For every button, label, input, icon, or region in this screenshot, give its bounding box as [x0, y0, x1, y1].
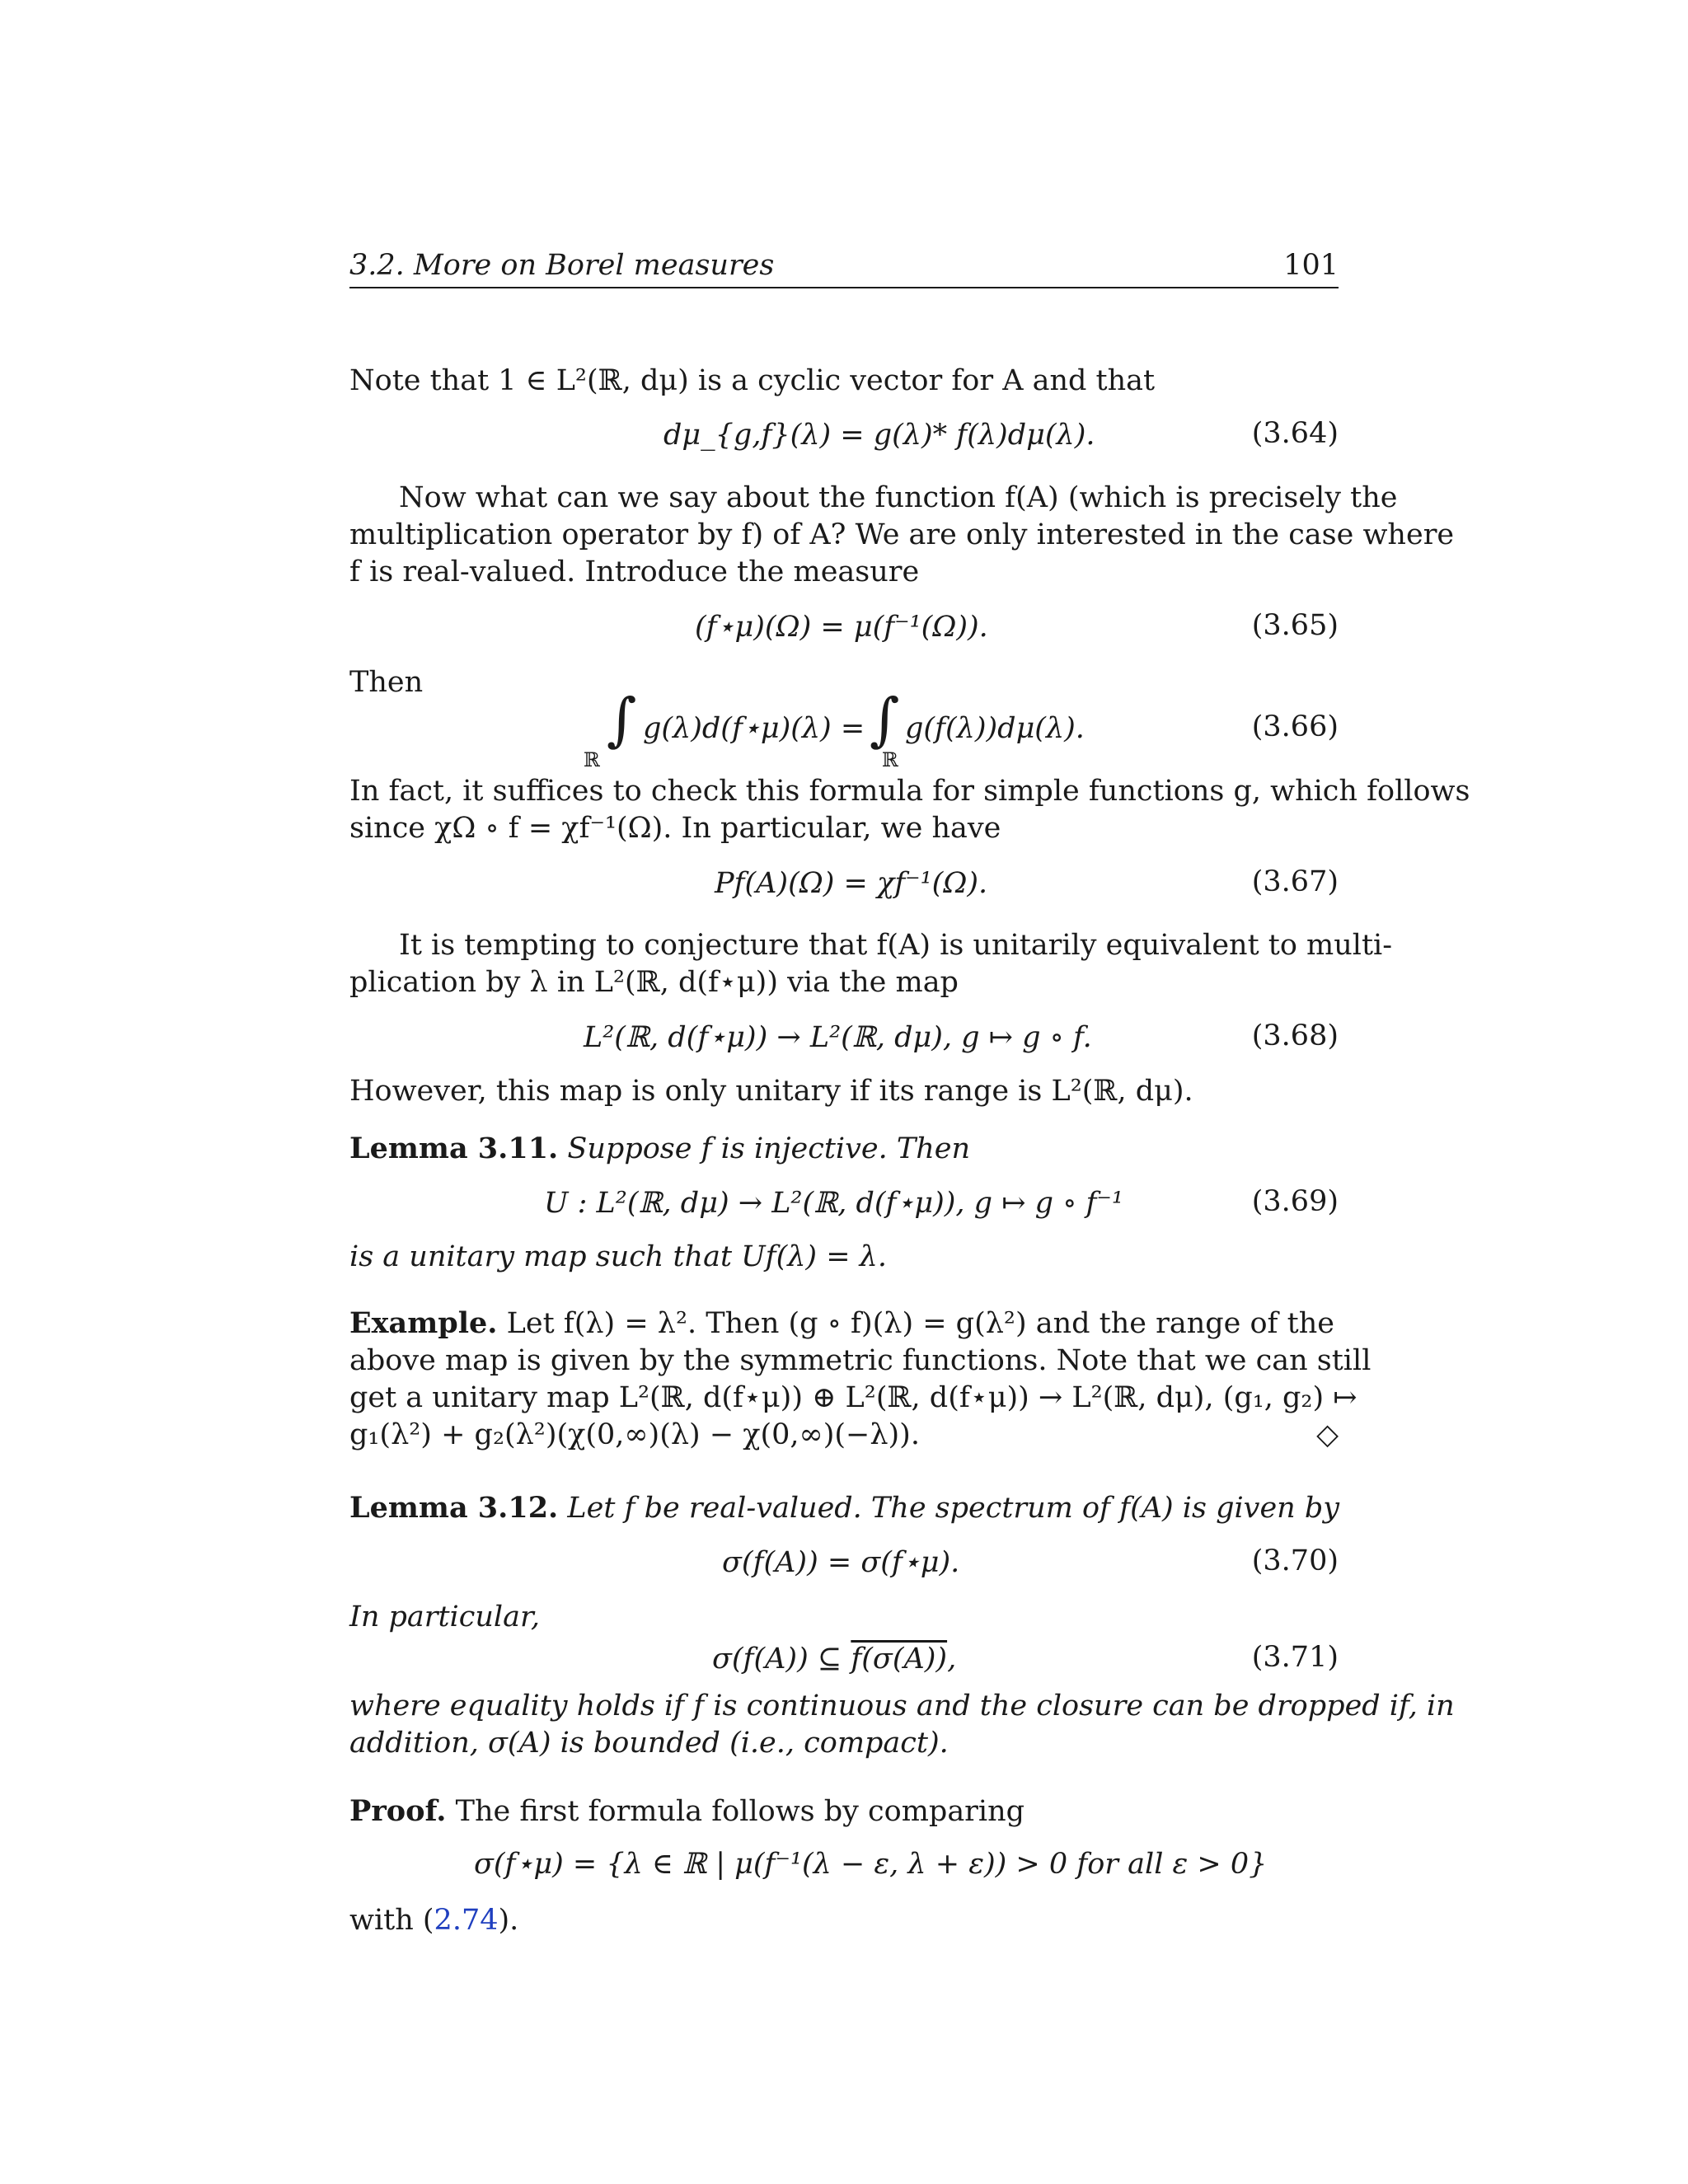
integral-sign-left: ∫	[607, 686, 637, 753]
example-line2: above map is given by the symmetric functions. Note that we can still	[349, 1344, 1372, 1377]
equation-number-3-64: (3.64)	[1251, 417, 1339, 450]
equation-3-66-lhs: g(λ)d(f⋆μ)(λ) =	[643, 712, 865, 745]
example-text-line1: Let f(λ) = λ². Then (g ∘ f)(λ) = g(λ²) and the range of the	[506, 1307, 1334, 1340]
proof	[349, 1793, 1025, 1830]
equation-3-69: U : L²(ℝ, dμ) → L²(ℝ, d(f⋆μ)), g ↦ g ∘ f⁻¹	[544, 1187, 1123, 1220]
paragraph-simple-functions-line2: since χΩ ∘ f = χf⁻¹(Ω). In particular, we have	[349, 812, 1001, 845]
paragraph-equality-line1: where equality holds if f is continuous and the closure can be dropped if, in	[349, 1690, 1455, 1722]
equation-3-67: Pf(A)(Ω) = χf⁻¹(Ω).	[715, 867, 988, 900]
paragraph-simple-functions-line1: In fact, it suffices to check this formula for simple functions g, which follows	[349, 775, 1470, 808]
lemma-3-11-label: Lemma 3.11.	[349, 1132, 559, 1165]
integral-sign-right: ∫	[870, 686, 900, 753]
equation-number-3-66: (3.66)	[1251, 710, 1339, 743]
lemma-3-11-conclusion: is a unitary map such that Uf(λ) = λ.	[349, 1240, 887, 1273]
equation-number-3-69: (3.69)	[1251, 1185, 1339, 1218]
header-rule	[349, 287, 1339, 288]
equation-3-68: L²(ℝ, d(f⋆μ)) → L²(ℝ, dμ), g ↦ g ∘ f.	[584, 1021, 1092, 1054]
lemma-3-11-text: Suppose f is injective. Then	[567, 1132, 970, 1165]
then-text: Then	[349, 666, 424, 699]
paragraph-unitary-range: However, this map is only unitary if its range is L²(ℝ, dμ).	[349, 1075, 1193, 1108]
proof-label: Proof.	[349, 1794, 447, 1828]
equation-number-3-67: (3.67)	[1251, 865, 1339, 898]
lemma-3-11	[349, 1131, 970, 1167]
proof-text: The first formula follows by comparing	[455, 1795, 1025, 1828]
example-end-diamond: ◇	[1316, 1418, 1339, 1451]
integral-domain-right: ℝ	[882, 748, 898, 771]
paragraph-function-line2: multiplication operator by f) of A? We are only interested in the case where	[349, 518, 1455, 551]
paragraph-cyclic-vector: Note that 1 ∈ L²(ℝ, dμ) is a cyclic vector for A and that	[349, 364, 1156, 397]
example-line3: get a unitary map L²(ℝ, d(f⋆μ)) ⊕ L²(ℝ, d(f⋆μ)) → L²(ℝ, dμ), (g₁, g₂) ↦	[349, 1381, 1357, 1414]
paragraph-equality-line2: addition, σ(A) is bounded (i.e., compact).	[349, 1727, 949, 1760]
integral-sign-right-wrap	[870, 686, 900, 753]
example-label: Example.	[349, 1306, 498, 1340]
lemma-3-12	[349, 1490, 1339, 1526]
integral-domain-left: ℝ	[584, 748, 600, 771]
equation-number-3-71: (3.71)	[1251, 1641, 1339, 1674]
proof-closing	[349, 1902, 518, 1938]
example-line1	[349, 1305, 1334, 1342]
equation-reference-link[interactable]: 2.74	[434, 1904, 499, 1937]
equation-3-64: dμ_{g,f}(λ) = g(λ)* f(λ)dμ(λ).	[663, 419, 1095, 452]
running-head-section: 3.2. More on Borel measures	[349, 249, 775, 282]
equation-3-71-tail: ,	[947, 1643, 957, 1675]
equation-number-3-65: (3.65)	[1251, 609, 1339, 642]
equation-3-70: σ(f(A)) = σ(f⋆μ).	[722, 1546, 960, 1579]
with-suffix: ).	[498, 1904, 519, 1937]
paragraph-function-line3: f is real-valued. Introduce the measure	[349, 555, 920, 588]
paragraph-function-line1: Now what can we say about the function f(A) (which is precisely the	[399, 481, 1398, 514]
equation-number-3-70: (3.70)	[1251, 1544, 1339, 1577]
in-particular-text: In particular,	[349, 1601, 540, 1633]
equation-3-66-rhs: g(f(λ))dμ(λ).	[905, 712, 1085, 745]
equation-3-71	[712, 1641, 956, 1677]
lemma-3-12-label: Lemma 3.12.	[349, 1491, 559, 1525]
with-prefix: with (	[349, 1904, 434, 1937]
lemma-3-12-text: Let f be real-valued. The spectrum of f(A) is given by	[567, 1492, 1340, 1525]
paragraph-conjecture-line2: plication by λ in L²(ℝ, d(f⋆μ)) via the map	[349, 966, 959, 999]
paragraph-conjecture-line1: It is tempting to conjecture that f(A) is unitarily equivalent to multi-	[399, 929, 1393, 962]
equation-number-3-68: (3.68)	[1251, 1019, 1339, 1052]
page-number: 101	[1283, 249, 1339, 282]
equation-3-71-closure: f(σ(A))	[851, 1643, 948, 1675]
equation-3-71-lhs: σ(f(A)) ⊆	[712, 1643, 851, 1675]
equation-3-65: (f⋆μ)(Ω) = μ(f⁻¹(Ω)).	[695, 611, 988, 644]
equation-3-66	[607, 686, 637, 753]
example-line4: g₁(λ²) + g₂(λ²)(χ(0,∞)(λ) − χ(0,∞)(−λ)).	[349, 1418, 920, 1451]
equation-spectrum-set: σ(f⋆μ) = {λ ∈ ℝ | μ(f⁻¹(λ − ε, λ + ε)) > 0 for all ε > 0}	[474, 1848, 1268, 1881]
